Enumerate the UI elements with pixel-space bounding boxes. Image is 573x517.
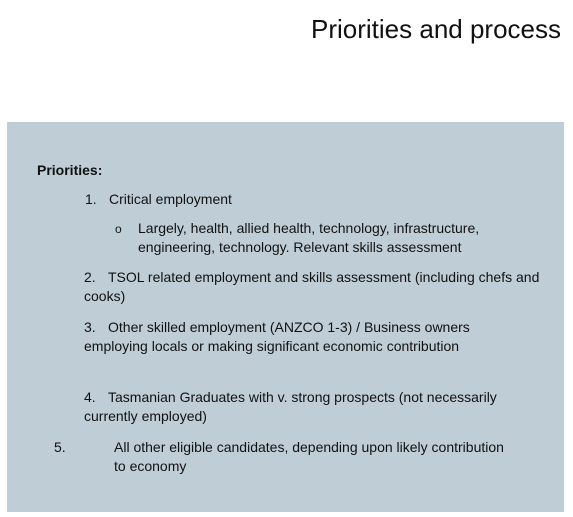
priority-number-3: 3. [84,319,96,335]
priority-item-3 [84,318,494,356]
priority-subitem: Largely, health, allied health, technology, infrastructure, engineering, technology. Relevant skills assessment [138,220,480,255]
priority-number-5: 5. [54,439,66,455]
priority-item-2 [84,268,544,306]
priority-number-1: 1. [85,191,97,207]
priority-item-4 [84,388,504,426]
priority-text-1: Critical employment [109,191,232,207]
priority-item-1 [85,190,525,209]
priority-text-4: Tasmanian Graduates with v. strong prospects (not necessarily currently employed) [84,389,497,424]
priority-text-5: All other eligible candidates, depending upon likely contribution to economy [114,439,504,474]
sub-bullet-icon: o [115,222,122,236]
priorities-heading: Priorities: [37,162,103,178]
priorities-panel [7,122,564,512]
priority-item-5 [54,438,514,476]
priority-text-3: Other skilled employment (ANZCO 1-3) / Business owners employing locals or making significant economic contribution [84,319,470,354]
priority-text-2: TSOL related employment and skills assessment (including chefs and cooks) [84,269,540,304]
priority-number-2: 2. [84,269,96,285]
slide-title: Priorities and process [311,14,561,44]
priority-number-4: 4. [84,389,96,405]
